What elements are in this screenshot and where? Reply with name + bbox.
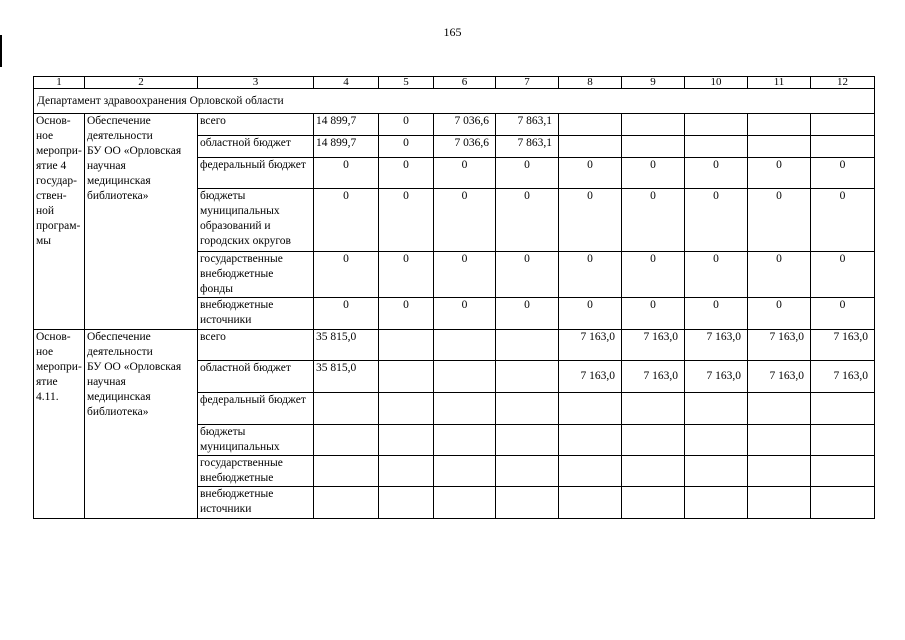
value-cell: 0 [379,136,434,158]
value-cell [622,456,685,487]
value-cell: 35 815,0 [314,330,379,361]
value-cell: 0 [811,298,875,330]
funding-source-cell [198,330,314,361]
funding-source: федеральный бюджет [200,394,306,406]
value-cell: 0 [496,189,559,252]
value-cell: 0 [314,298,379,330]
value-cell [622,114,685,136]
col-header: 5 [379,77,434,89]
funding-source-cell [198,393,314,425]
value-cell: 0 [379,189,434,252]
value-cell [748,393,811,425]
funding-source: внебюджетные источники [200,299,274,326]
page-number: 165 [443,25,462,39]
value-cell [559,487,622,519]
value-cell [811,487,875,519]
funding-source-cell [198,361,314,393]
value-cell: 0 [748,252,811,298]
value-cell [379,456,434,487]
department-row [34,89,875,114]
value-cell: 0 [811,189,875,252]
funding-source-cell [198,158,314,189]
value-cell: 0 [685,158,748,189]
value-cell: 7 163,0 [811,361,875,393]
measure-name-cell [34,330,85,519]
value-cell: 0 [379,298,434,330]
value-cell [559,425,622,456]
funding-source-cell [198,456,314,487]
value-cell: 0 [559,189,622,252]
funding-source-cell [198,252,314,298]
value-cell: 0 [622,252,685,298]
measure-name: Основ- ное меропри- ятие 4 государ- ствен- ной програм- мы [36,115,82,247]
value-cell: 7 163,0 [622,330,685,361]
value-cell: 0 [748,189,811,252]
value-cell [496,487,559,519]
value-cell [314,487,379,519]
value-cell: 35 815,0 [314,361,379,393]
funding-source: областной бюджет [200,362,291,374]
value-cell: 7 163,0 [685,361,748,393]
value-cell [434,361,496,393]
value-cell: 7 163,0 [559,330,622,361]
funding-source-cell [198,189,314,252]
value-cell [685,393,748,425]
value-cell [748,114,811,136]
budget-table [33,76,875,519]
value-cell [622,425,685,456]
value-cell [811,456,875,487]
value-cell: 0 [811,252,875,298]
value-cell: 0 [685,298,748,330]
funding-source-cell [198,425,314,456]
value-cell: 0 [622,189,685,252]
value-cell: 0 [685,189,748,252]
value-cell: 0 [559,298,622,330]
value-cell: 0 [314,252,379,298]
value-cell: 0 [314,189,379,252]
value-cell [748,456,811,487]
activity-name: Обеспечение деятельности БУ ОО «Орловская научная медицинская библиотека» [87,115,182,202]
value-cell: 0 [496,158,559,189]
value-cell [811,114,875,136]
measure-name-cell [34,114,85,330]
value-cell: 14 899,7 [314,114,379,136]
table-row [34,330,875,361]
value-cell [496,393,559,425]
value-cell: 7 163,0 [748,361,811,393]
value-cell [314,456,379,487]
value-cell: 7 036,6 [434,136,496,158]
value-cell [685,136,748,158]
value-cell [314,425,379,456]
value-cell: 0 [434,158,496,189]
value-cell: 0 [622,158,685,189]
value-cell: 0 [748,158,811,189]
value-cell [379,393,434,425]
funding-source: внебюджетные источники [200,488,274,515]
header-row [34,77,875,89]
value-cell [434,487,496,519]
value-cell: 7 863,1 [496,136,559,158]
measure-name: Основ- ное меропри- ятие 4.11. [36,331,82,403]
value-cell [622,487,685,519]
funding-source: государственные внебюджетные фонды [200,253,283,295]
value-cell [314,393,379,425]
value-cell: 0 [811,158,875,189]
funding-source: федеральный бюджет [200,159,306,171]
value-cell: 0 [685,252,748,298]
value-cell: 0 [434,189,496,252]
value-cell [685,114,748,136]
value-cell: 0 [622,298,685,330]
value-cell [559,114,622,136]
col-header: 6 [434,77,496,89]
col-header: 10 [685,77,748,89]
funding-source: областной бюджет [200,137,291,149]
value-cell [379,361,434,393]
value-cell [811,425,875,456]
value-cell: 0 [559,158,622,189]
value-cell [559,136,622,158]
funding-source-cell [198,114,314,136]
col-header: 1 [34,77,85,89]
value-cell [811,136,875,158]
value-cell: 7 036,6 [434,114,496,136]
value-cell: 7 163,0 [685,330,748,361]
value-cell: 0 [559,252,622,298]
funding-source-cell [198,298,314,330]
value-cell: 7 163,0 [811,330,875,361]
value-cell [434,330,496,361]
value-cell [434,456,496,487]
funding-source: всего [200,115,226,127]
funding-source: всего [200,331,226,343]
value-cell: 7 163,0 [622,361,685,393]
col-header: 4 [314,77,379,89]
value-cell: 0 [379,252,434,298]
value-cell [685,425,748,456]
department-title: Департамент здравоохранения Орловской области [34,89,875,114]
value-cell: 0 [379,158,434,189]
value-cell [748,487,811,519]
value-cell: 0 [434,252,496,298]
value-cell: 14 899,7 [314,136,379,158]
value-cell [622,136,685,158]
value-cell: 7 863,1 [496,114,559,136]
col-header: 7 [496,77,559,89]
value-cell: 0 [379,114,434,136]
value-cell [434,425,496,456]
value-cell [379,330,434,361]
value-cell: 0 [434,298,496,330]
value-cell: 0 [314,158,379,189]
activity-cell [85,114,198,330]
value-cell [496,330,559,361]
funding-source: бюджеты муниципальных образований и городских округов [200,190,291,247]
value-cell [379,425,434,456]
col-header: 2 [85,77,198,89]
value-cell [496,361,559,393]
value-cell [622,393,685,425]
value-cell: 7 163,0 [559,361,622,393]
value-cell [559,393,622,425]
value-cell [685,487,748,519]
activity-cell [85,330,198,519]
value-cell [748,425,811,456]
table-row [34,114,875,136]
value-cell [685,456,748,487]
value-cell [496,425,559,456]
value-cell: 0 [748,298,811,330]
value-cell [379,487,434,519]
value-cell [559,456,622,487]
value-cell [811,393,875,425]
value-cell [434,393,496,425]
value-cell [748,136,811,158]
value-cell [496,456,559,487]
funding-source: государственные внебюджетные [200,457,283,484]
col-header: 11 [748,77,811,89]
col-header: 12 [811,77,875,89]
activity-name: Обеспечение деятельности БУ ОО «Орловская научная медицинская библиотека» [87,331,182,418]
funding-source: бюджеты муниципальных [200,426,280,453]
col-header: 9 [622,77,685,89]
funding-source-cell [198,487,314,519]
value-cell: 7 163,0 [748,330,811,361]
value-cell: 0 [496,252,559,298]
col-header: 3 [198,77,314,89]
funding-source-cell [198,136,314,158]
col-header: 8 [559,77,622,89]
value-cell: 0 [496,298,559,330]
